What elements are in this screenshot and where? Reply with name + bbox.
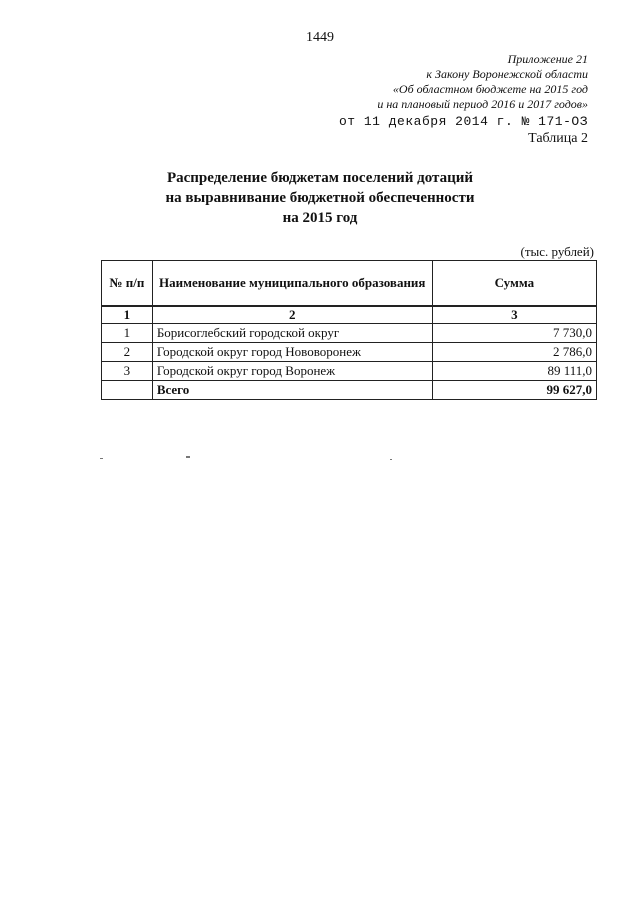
scan-speck <box>390 459 392 460</box>
table-header-row <box>102 261 597 307</box>
row-sum: 7 730,0 <box>432 324 596 343</box>
title-line-2: на выравнивание бюджетной обеспеченности <box>165 190 475 206</box>
table-row <box>102 343 597 362</box>
scan-speck <box>100 458 103 459</box>
table-total-row <box>102 381 597 400</box>
total-number-cell <box>102 381 153 400</box>
row-municipality: Борисоглебский городской округ <box>152 324 432 343</box>
column-number: 3 <box>432 306 596 324</box>
table-label: Таблица 2 <box>528 131 588 146</box>
appendix-date-stamp: от 11 декабря 2014 г. № 171-ОЗ <box>338 114 588 129</box>
appendix-line-1: Приложение 21 <box>507 52 588 66</box>
header-number: № п/п <box>102 261 153 307</box>
appendix-line-3: «Об областном бюджете на 2015 год <box>392 82 588 96</box>
total-label: Всего <box>152 381 432 400</box>
row-municipality: Городской округ город Воронеж <box>152 362 432 381</box>
appendix-line-2: к Закону Воронежской области <box>426 67 588 81</box>
header-municipality: Наименование муниципального образования <box>152 261 432 307</box>
document-title <box>0 168 640 228</box>
appendix-line-4: и на плановый период 2016 и 2017 годов» <box>377 97 588 111</box>
row-sum: 89 111,0 <box>432 362 596 381</box>
page-number: 1449 <box>306 30 334 45</box>
units-note: (тыс. рублей) <box>520 244 594 259</box>
header-sum: Сумма <box>432 261 596 307</box>
row-number: 3 <box>102 362 153 381</box>
table-row <box>102 362 597 381</box>
title-line-1: Распределение бюджетам поселений дотаций <box>166 170 474 186</box>
total-sum: 99 627,0 <box>432 381 596 400</box>
title-line-3: на 2015 год <box>282 210 358 226</box>
scan-speck <box>186 456 190 458</box>
column-number: 2 <box>152 306 432 324</box>
column-number: 1 <box>102 306 153 324</box>
column-number-row <box>102 306 597 324</box>
appendix-note <box>377 52 588 112</box>
row-number: 2 <box>102 343 153 362</box>
budget-table <box>101 260 597 400</box>
row-sum: 2 786,0 <box>432 343 596 362</box>
row-number: 1 <box>102 324 153 343</box>
row-municipality: Городской округ город Нововоронеж <box>152 343 432 362</box>
table-row <box>102 324 597 343</box>
